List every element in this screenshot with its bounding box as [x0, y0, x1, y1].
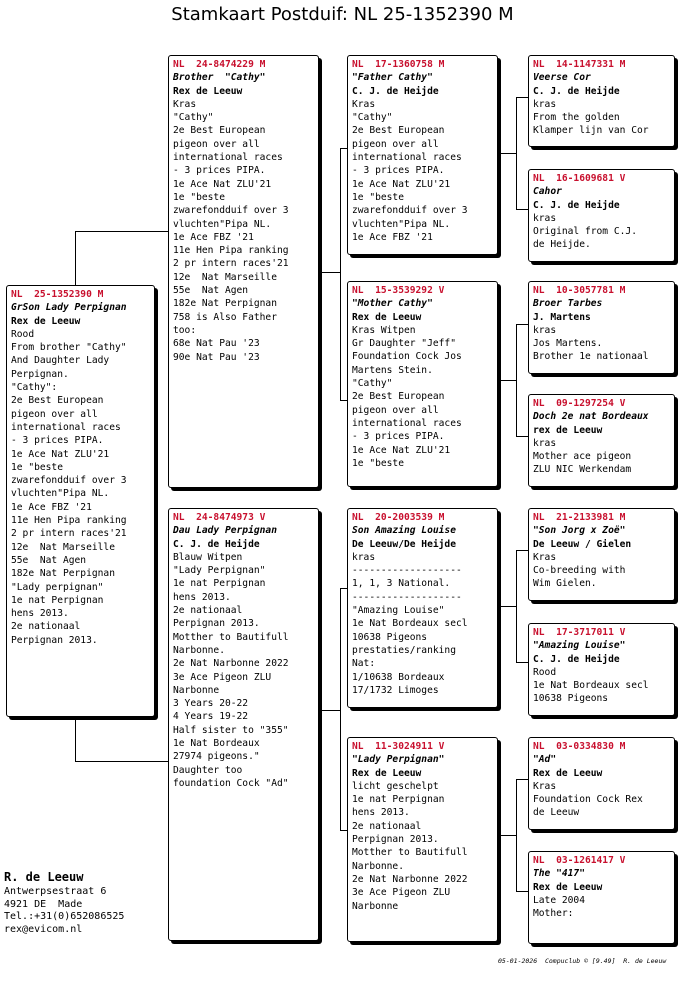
- pedigree-note-line: 1e Ace Nat ZLU'21: [352, 178, 451, 190]
- connector: [500, 835, 516, 836]
- pedigree-note-line: kras: [533, 98, 557, 110]
- breeder-name: Rex de Leeuw: [173, 85, 243, 97]
- pedigree-note-line: "Lady Perpignan": [173, 565, 266, 577]
- footer-credit: 05-01-2026 Compuclub © [9.49] R. de Leeuw: [498, 957, 667, 965]
- pedigree-note-line: hens 2013.: [173, 591, 231, 603]
- pedigree-note-line: Brother 1e nationaal: [533, 351, 649, 363]
- pigeon-name: GrSon Lady Perpignan: [11, 302, 127, 314]
- pedigree-note-line: Co-breeding with: [533, 565, 626, 577]
- ring-number: NL 16-1609681 V: [533, 173, 626, 184]
- pedigree-note-line: 1e Ace FBZ '21: [173, 231, 254, 243]
- connector: [75, 231, 168, 232]
- connector: [516, 550, 517, 662]
- pedigree-note-line: Narbonne.: [173, 644, 225, 656]
- ring-number: NL 17-1360758 M: [352, 59, 445, 70]
- pigeon-card-father[interactable]: [168, 55, 319, 488]
- pedigree-note-line: Mother ace pigeon: [533, 451, 632, 463]
- pedigree-note-line: 1e Ace Nat ZLU'21: [11, 448, 110, 460]
- pedigree-note-line: Klamper lijn van Cor: [533, 125, 649, 137]
- pedigree-note-line: 4 Years 19-22: [173, 711, 249, 723]
- pedigree-note-line: Foundation Cock Rex: [533, 794, 643, 806]
- breeder-name: C. J. de Heijde: [533, 199, 620, 211]
- connector: [75, 761, 168, 762]
- pedigree-note-line: Perpignan.: [11, 368, 69, 380]
- pedigree-note-line: de Heijde.: [533, 239, 591, 251]
- owner-line: Tel.:+31(0)652086525: [4, 911, 125, 922]
- pedigree-note-line: 1/10638 Bordeaux: [352, 671, 445, 683]
- breeder-name: Rex de Leeuw: [533, 881, 603, 893]
- connector: [75, 716, 76, 761]
- pedigree-note-line: "Cathy": [173, 112, 214, 124]
- pedigree-note-line: 2 pr intern races'21: [173, 258, 289, 270]
- pedigree-note-line: Mother:: [533, 908, 574, 920]
- pedigree-note-line: Foundation Cock Jos: [352, 351, 462, 363]
- pedigree-note-line: 2e nationaal: [11, 621, 81, 633]
- pigeon-card-father-father[interactable]: [347, 55, 498, 255]
- pedigree-note-line: Half sister to "355": [173, 724, 289, 736]
- pigeon-name: Cahor: [533, 186, 562, 198]
- pedigree-note-line: zwarefondduif over 3: [173, 205, 289, 217]
- pedigree-note-line: "Cathy": [352, 112, 393, 124]
- ring-number: NL 24-8474973 V: [173, 512, 266, 523]
- pedigree-note-line: 2 pr intern races'21: [11, 528, 127, 540]
- pedigree-note-line: 182e Nat Perpignan: [173, 298, 277, 310]
- owner-details: [4, 886, 124, 936]
- pedigree-note-line: international races: [352, 417, 462, 429]
- pedigree-note-line: 1e "beste: [352, 457, 404, 469]
- connector: [500, 606, 516, 607]
- pigeon-card-mff[interactable]: [528, 508, 675, 601]
- ring-number: NL 20-2003539 M: [352, 512, 445, 523]
- pedigree-note-line: Rood: [533, 666, 557, 678]
- connector: [500, 153, 516, 154]
- pedigree-note-line: vluchten"Pipa NL.: [11, 488, 110, 500]
- breeder-name: C. J. de Heijde: [533, 85, 620, 97]
- pedigree-note-line: 1e "beste: [173, 191, 225, 203]
- pedigree-note-line: vluchten"Pipa NL.: [173, 218, 272, 230]
- pedigree-note-line: Kras: [352, 98, 376, 110]
- connector: [500, 380, 516, 381]
- connector: [516, 779, 517, 891]
- pigeon-name: "Amazing Louise": [533, 640, 626, 652]
- pigeon-name: Veerse Cor: [533, 72, 591, 84]
- ring-number: NL 17-3717011 V: [533, 627, 626, 638]
- pedigree-note-line: 2e Best European: [173, 125, 266, 137]
- pedigree-note-line: 2e nationaal: [352, 820, 422, 832]
- pedigree-note-line: Martens Stein.: [352, 364, 433, 376]
- pedigree-note-line: 2e Nat Narbonne 2022: [173, 658, 289, 670]
- pedigree-note-line: -------------------: [352, 591, 462, 603]
- pedigree-note-line: pigeon over all: [173, 138, 260, 150]
- breeder-name: De Leeuw / Gielen: [533, 538, 632, 550]
- pedigree-note-line: 2e nationaal: [173, 605, 243, 617]
- pedigree-note-line: 11e Hen Pipa ranking: [11, 515, 127, 527]
- pedigree-note-line: "Cathy": [352, 378, 393, 390]
- pedigree-note-line: -------------------: [352, 565, 462, 577]
- pedigree-note-line: 1e Nat Bordeaux secl: [352, 618, 468, 630]
- pigeon-name: "Father Cathy": [352, 72, 433, 84]
- breeder-name: C. J. de Heijde: [352, 85, 439, 97]
- pedigree-note-line: From brother "Cathy": [11, 342, 127, 354]
- pigeon-card-fmf[interactable]: [528, 281, 675, 374]
- pedigree-note-line: 3e Ace Pigeon ZLU: [352, 887, 451, 899]
- pedigree-note-line: 90e Nat Pau '23: [173, 351, 260, 363]
- pigeon-name: The "417": [533, 868, 585, 880]
- pedigree-note-line: - 3 prices PIPA.: [352, 165, 445, 177]
- pigeon-name: Doch 2e nat Bordeaux: [533, 411, 649, 423]
- pigeon-card-mother-mother[interactable]: [347, 737, 498, 942]
- breeder-name: C. J. de Heijde: [173, 538, 260, 550]
- connector: [340, 588, 341, 830]
- pedigree-note-line: Kras: [533, 780, 557, 792]
- connector: [516, 209, 528, 210]
- pigeon-name: Son Amazing Louise: [352, 525, 456, 537]
- connector: [516, 550, 528, 551]
- pedigree-note-line: licht geschelpt: [352, 780, 439, 792]
- owner-line: 4921 DE Made: [4, 898, 83, 910]
- pedigree-note-line: 27974 pigeons.": [173, 751, 260, 763]
- pigeon-name: "Son Jorg x Zoë": [533, 525, 626, 537]
- pigeon-card-mfm[interactable]: [528, 623, 675, 716]
- connector: [516, 662, 528, 663]
- owner-line: Antwerpsestraat 6: [4, 886, 107, 897]
- pedigree-note-line: 1e Ace FBZ '21: [11, 501, 92, 513]
- pedigree-note-line: Gr Daughter "Jeff": [352, 338, 456, 350]
- breeder-name: De Leeuw/De Heijde: [352, 538, 456, 550]
- pedigree-note-line: 1e "beste: [11, 461, 63, 473]
- connector: [516, 891, 528, 892]
- pedigree-note-line: pigeon over all: [352, 138, 439, 150]
- pedigree-note-line: Perpignan 2013.: [173, 618, 260, 630]
- pedigree-note-line: 10638 Pigeons: [352, 631, 428, 643]
- pedigree-note-line: Daughter too: [173, 764, 243, 776]
- pedigree-note-line: 68e Nat Pau '23: [173, 338, 260, 350]
- pedigree-note-line: 2e Nat Narbonne 2022: [352, 873, 468, 885]
- pedigree-note-line: 11e Hen Pipa ranking: [173, 245, 289, 257]
- pedigree-note-line: Rood: [11, 328, 35, 340]
- pedigree-note-line: kras: [533, 324, 557, 336]
- pigeon-card-mmm[interactable]: [528, 851, 675, 944]
- pedigree-note-line: Perpignan 2013.: [352, 834, 439, 846]
- pedigree-note-line: kras: [352, 551, 376, 563]
- pedigree-note-line: Narbonne: [173, 684, 220, 696]
- pigeon-card-father-mother[interactable]: [347, 281, 498, 487]
- pigeon-name: "Mother Cathy": [352, 298, 433, 310]
- pedigree-note-line: 1e Ace Nat ZLU'21: [352, 444, 451, 456]
- pedigree-note-line: 10638 Pigeons: [533, 693, 609, 705]
- pedigree-note-line: kras: [533, 212, 557, 224]
- pedigree-note-line: prestaties/ranking: [352, 644, 456, 656]
- pedigree-note-line: 1e "beste: [352, 191, 404, 203]
- pedigree-note-line: international races: [11, 421, 121, 433]
- pigeon-card-mmf[interactable]: [528, 737, 675, 830]
- pedigree-note-line: 55e Nat Agen: [11, 554, 87, 566]
- pedigree-note-line: 1e nat Perpignan: [352, 794, 445, 806]
- owner-name: R. de Leeuw: [4, 870, 84, 884]
- breeder-name: Rex de Leeuw: [352, 311, 422, 323]
- connector: [516, 779, 528, 780]
- pedigree-note-line: Late 2004: [533, 894, 585, 906]
- pedigree-note-line: international races: [173, 152, 283, 164]
- pedigree-note-line: vluchten"Pipa NL.: [352, 218, 451, 230]
- pedigree-note-line: "Cathy":: [11, 382, 58, 394]
- pedigree-note-line: 1e Ace Nat ZLU'21: [173, 178, 272, 190]
- pigeon-card-subject[interactable]: [6, 285, 155, 717]
- pedigree-note-line: 55e Nat Agen: [173, 285, 249, 297]
- pigeon-name: Brother "Cathy": [173, 72, 266, 84]
- pedigree-note-line: Narbonne: [352, 900, 399, 912]
- pedigree-note-line: Motther to Bautifull: [173, 631, 289, 643]
- connector: [516, 324, 528, 325]
- pedigree-note-line: 3e Ace Pigeon ZLU: [173, 671, 272, 683]
- pedigree-note-line: Motther to Bautifull: [352, 847, 468, 859]
- pedigree-note-line: 12e Nat Marseille: [173, 271, 277, 283]
- pedigree-note-line: And Daughter Lady: [11, 355, 110, 367]
- pedigree-note-line: 12e Nat Marseille: [11, 541, 115, 553]
- pedigree-note-line: Jos Martens.: [533, 338, 603, 350]
- ring-number: NL 15-3539292 V: [352, 285, 445, 296]
- ring-number: NL 25-1352390 M: [11, 289, 104, 300]
- page-title: Stamkaart Postduif: NL 25-1352390 M: [171, 4, 514, 25]
- pedigree-note-line: pigeon over all: [11, 408, 98, 420]
- pedigree-note-line: too:: [173, 324, 197, 336]
- pedigree-note-line: Nat:: [352, 658, 376, 670]
- breeder-name: Rex de Leeuw: [533, 767, 603, 779]
- pedigree-note-line: - 3 prices PIPA.: [11, 435, 104, 447]
- pedigree-note-line: Wim Gielen.: [533, 578, 597, 590]
- pedigree-note-line: 2e Best European: [352, 125, 445, 137]
- pigeon-card-fmm[interactable]: [528, 394, 675, 487]
- pedigree-note-line: 3 Years 20-22: [173, 698, 249, 710]
- pigeon-name: Dau Lady Perpignan: [173, 525, 277, 537]
- pedigree-note-line: 2e Best European: [352, 391, 445, 403]
- connector: [516, 436, 528, 437]
- connector: [516, 97, 528, 98]
- pigeon-name: Broer Tarbes: [533, 298, 603, 310]
- pedigree-note-line: 2e Best European: [11, 395, 104, 407]
- pedigree-note-line: 17/1732 Limoges: [352, 684, 439, 696]
- pedigree-note-line: hens 2013.: [11, 608, 69, 620]
- pigeon-card-mother[interactable]: [168, 508, 319, 941]
- pedigree-note-line: 758 is Also Father: [173, 311, 277, 323]
- ring-number: NL 14-1147331 M: [533, 59, 626, 70]
- connector: [320, 272, 340, 273]
- pedigree-note-line: 1e nat Perpignan: [173, 578, 266, 590]
- ring-number: NL 09-1297254 V: [533, 398, 626, 409]
- pigeon-name: "Ad": [533, 754, 557, 766]
- pedigree-note-line: - 3 prices PIPA.: [352, 431, 445, 443]
- pigeon-card-mother-father[interactable]: [347, 508, 498, 708]
- pedigree-note-line: 1, 1, 3 National.: [352, 578, 451, 590]
- pedigree-note-line: hens 2013.: [352, 807, 410, 819]
- pedigree-note-line: ZLU NIC Werkendam: [533, 464, 632, 476]
- breeder-name: Rex de Leeuw: [11, 315, 81, 327]
- pedigree-note-line: Kras: [173, 98, 197, 110]
- pedigree-note-line: zwarefondduif over 3: [11, 475, 127, 487]
- pedigree-note-line: Kras: [533, 551, 557, 563]
- owner-line: rex@evicom.nl: [4, 923, 83, 935]
- pedigree-note-line: 182e Nat Perpignan: [11, 568, 115, 580]
- breeder-name: C. J. de Heijde: [533, 653, 620, 665]
- ring-number: NL 03-0334830 M: [533, 741, 626, 752]
- connector: [340, 148, 341, 400]
- pedigree-note-line: Kras Witpen: [352, 324, 416, 336]
- connector: [320, 710, 340, 711]
- connector: [516, 324, 517, 436]
- pedigree-note-line: 1e Ace FBZ '21: [352, 231, 433, 243]
- pedigree-note-line: 1e Nat Bordeaux secl: [533, 680, 649, 692]
- ring-number: NL 21-2133981 M: [533, 512, 626, 523]
- connector: [75, 231, 76, 286]
- pedigree-note-line: "Lady perpignan": [11, 581, 104, 593]
- pedigree-note-line: Original from C.J.: [533, 226, 637, 238]
- pigeon-name: "Lady Perpignan": [352, 754, 445, 766]
- ring-number: NL 10-3057781 M: [533, 285, 626, 296]
- connector: [516, 97, 517, 209]
- pigeon-card-fff[interactable]: [528, 55, 675, 147]
- pedigree-note-line: de Leeuw: [533, 807, 580, 819]
- breeder-name: Rex de Leeuw: [352, 767, 422, 779]
- ring-number: NL 24-8474229 M: [173, 59, 266, 70]
- pedigree-note-line: Blauw Witpen: [173, 551, 243, 563]
- pedigree-note-line: kras: [533, 437, 557, 449]
- pedigree-note-line: Narbonne.: [352, 860, 404, 872]
- breeder-name: rex de Leeuw: [533, 424, 603, 436]
- pedigree-note-line: zwarefondduif over 3: [352, 205, 468, 217]
- ring-number: NL 11-3024911 V: [352, 741, 445, 752]
- pedigree-note-line: 1e nat Perpignan: [11, 594, 104, 606]
- pedigree-note-line: pigeon over all: [352, 404, 439, 416]
- pedigree-note-line: Perpignan 2013.: [11, 634, 98, 646]
- ring-number: NL 03-1261417 V: [533, 855, 626, 866]
- pigeon-card-ffm[interactable]: [528, 169, 675, 262]
- pedigree-note-line: international races: [352, 152, 462, 164]
- pedigree-note-line: - 3 prices PIPA.: [173, 165, 266, 177]
- owner-block: [4, 868, 124, 936]
- breeder-name: J. Martens: [533, 311, 591, 323]
- pedigree-note-line: From the golden: [533, 112, 620, 124]
- pedigree-note-line: "Amazing Louise": [352, 605, 445, 617]
- pedigree-note-line: foundation Cock "Ad": [173, 777, 289, 789]
- pedigree-note-line: 1e Nat Bordeaux: [173, 738, 260, 750]
